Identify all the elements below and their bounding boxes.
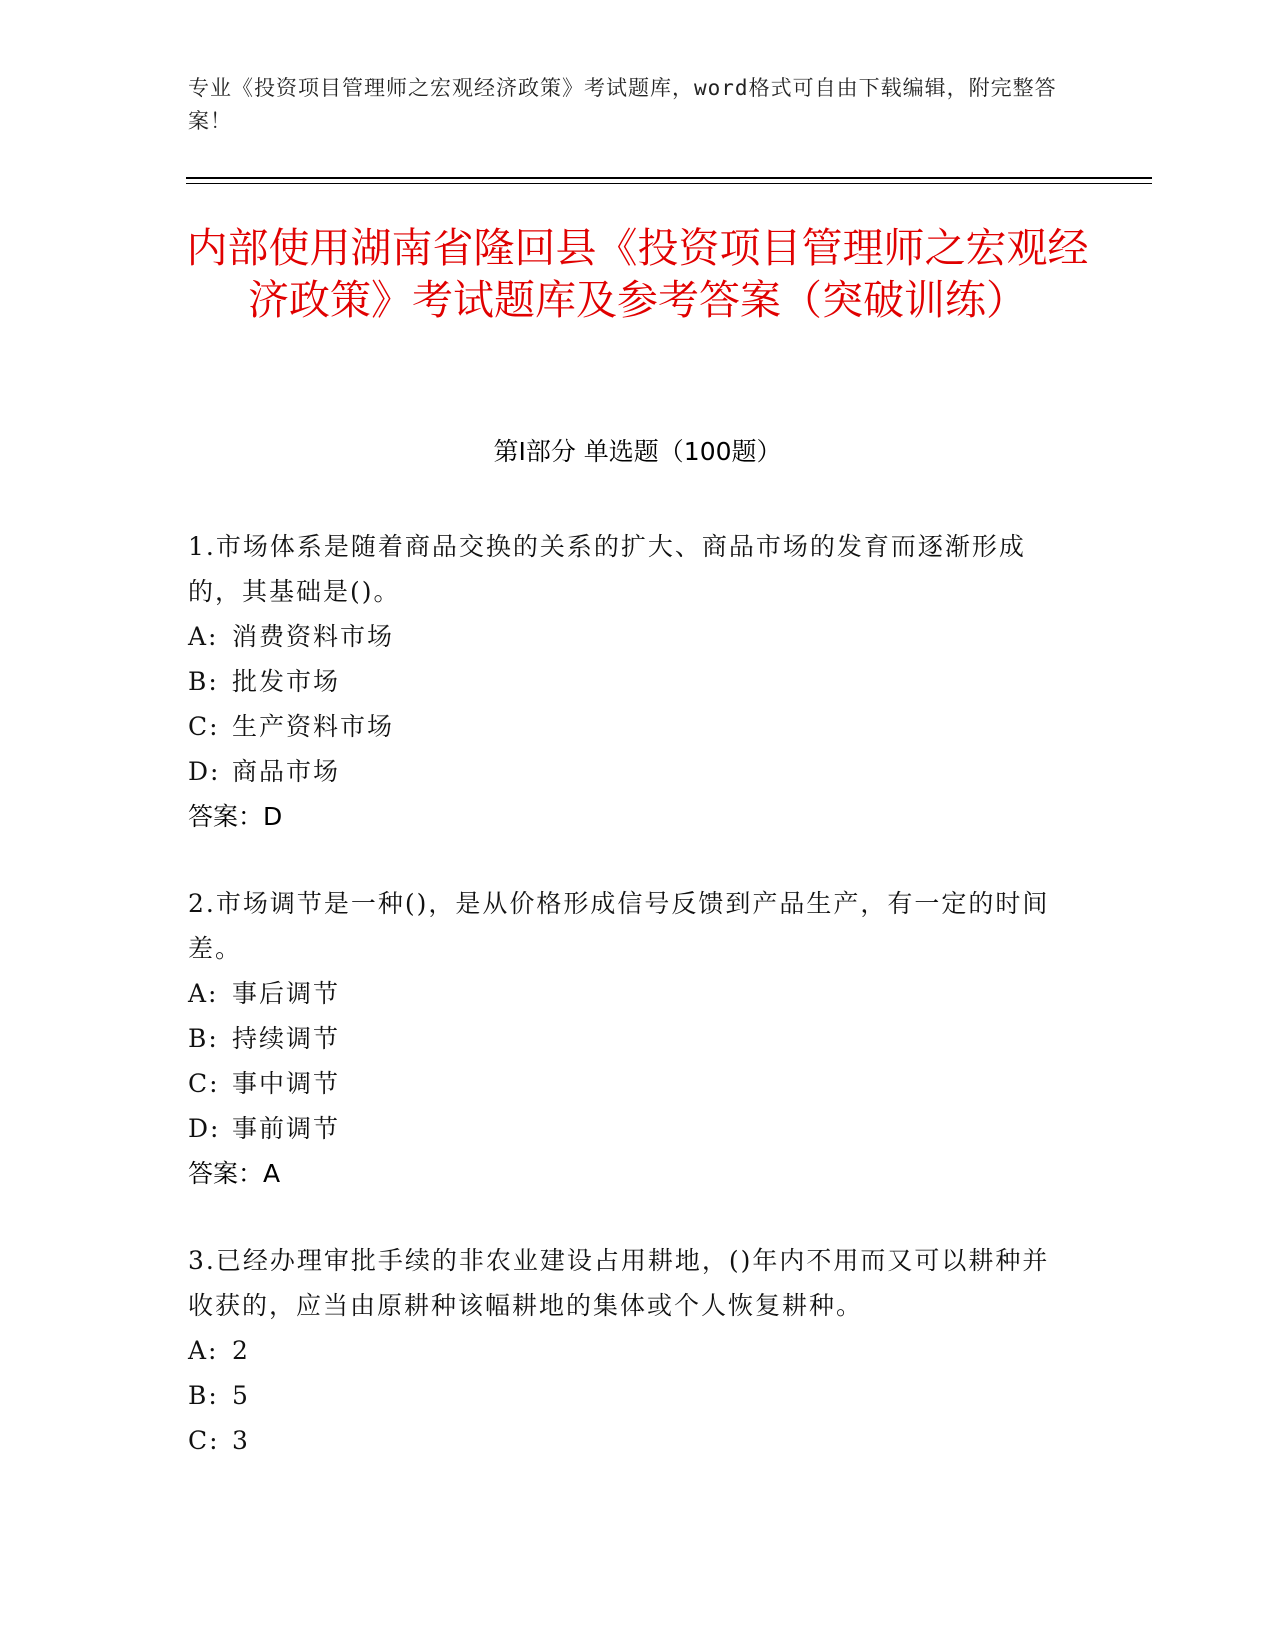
option-label: B: <box>188 1024 219 1053</box>
header-divider-thick <box>186 177 1152 179</box>
option-label: D: <box>188 757 221 786</box>
option-label: A: <box>188 1336 219 1365</box>
option-text: 2 <box>232 1336 250 1365</box>
option-text: 商品市场 <box>232 757 341 786</box>
option-c <box>188 1418 1068 1463</box>
option-text: 5 <box>232 1381 250 1410</box>
option-label: C: <box>188 1426 220 1455</box>
question-stem: 1.市场体系是随着商品交换的关系的扩大、商品市场的发育而逐渐形成的，其基础是()。 <box>188 532 1026 606</box>
option-text: 消费资料市场 <box>232 622 395 651</box>
option-b <box>188 1016 1068 1061</box>
option-b <box>188 1373 1068 1418</box>
option-b <box>188 659 1068 704</box>
option-label: C: <box>188 712 220 741</box>
option-label: C: <box>188 1069 220 1098</box>
option-text: 持续调节 <box>232 1024 341 1053</box>
option-text: 生产资料市场 <box>232 712 395 741</box>
option-text: 事后调节 <box>232 979 341 1008</box>
option-d <box>188 749 1068 794</box>
answer: 答案：D <box>188 802 283 831</box>
option-label: A: <box>188 979 219 1008</box>
option-text: 3 <box>232 1426 250 1455</box>
question-stem: 3.已经办理审批手续的非农业建设占用耕地，()年内不用而又可以耕种并收获的，应当由原耕种该幅耕地的集体或个人恢复耕种。 <box>188 1246 1050 1320</box>
option-d <box>188 1106 1068 1151</box>
option-label: A: <box>188 622 219 651</box>
header-divider-thin <box>186 183 1152 184</box>
question-3 <box>188 1238 1068 1463</box>
document-title: 内部使用湖南省隆回县《投资项目管理师之宏观经济政策》考试题库及参考答案（突破训练） <box>186 224 1089 324</box>
option-label: B: <box>188 667 219 696</box>
header-note: 专业《投资项目管理师之宏观经济政策》考试题库，word格式可自由下载编辑，附完整答案！ <box>188 76 1057 133</box>
option-a <box>188 971 1068 1016</box>
option-label: B: <box>188 1381 219 1410</box>
option-text: 事中调节 <box>232 1069 341 1098</box>
question-2 <box>188 881 1068 1196</box>
answer: 答案：A <box>188 1159 281 1188</box>
option-a <box>188 1328 1068 1373</box>
option-text: 事前调节 <box>232 1114 341 1143</box>
option-a <box>188 614 1068 659</box>
question-stem: 2.市场调节是一种()，是从价格形成信号反馈到产品生产，有一定的时间差。 <box>188 889 1050 963</box>
section-title: 第I部分 单选题（100题） <box>493 437 782 466</box>
question-1 <box>188 524 1068 839</box>
option-label: D: <box>188 1114 221 1143</box>
option-text: 批发市场 <box>232 667 341 696</box>
option-c <box>188 1061 1068 1106</box>
option-c <box>188 704 1068 749</box>
